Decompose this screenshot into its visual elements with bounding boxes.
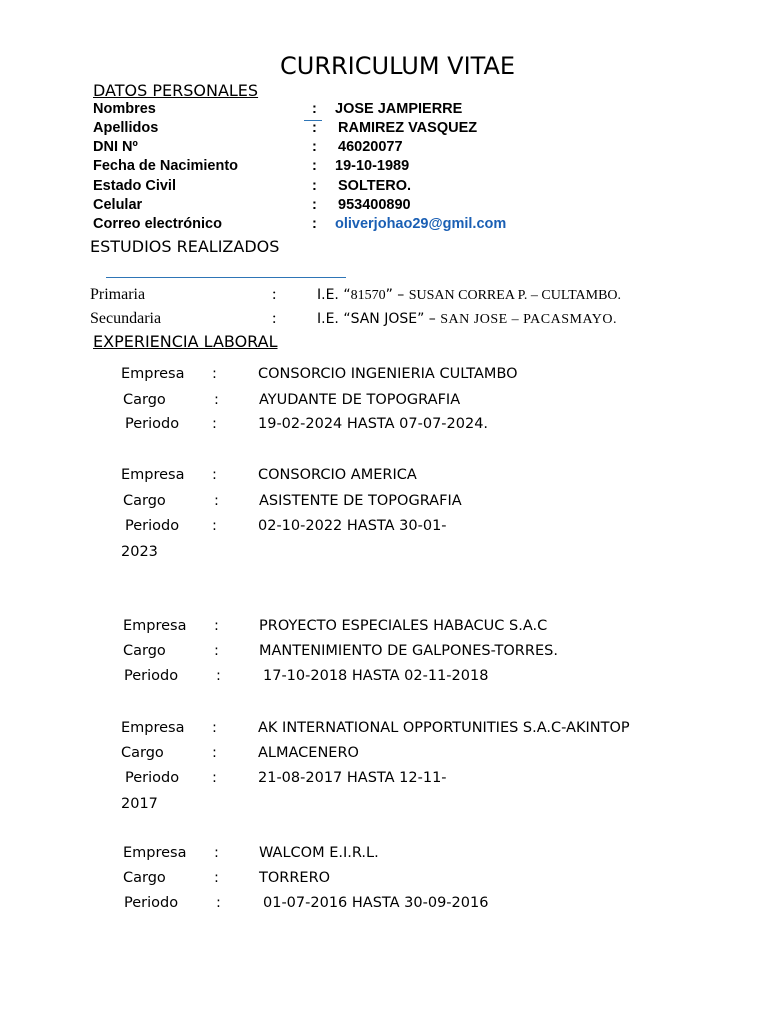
value-primaria xyxy=(317,286,621,304)
label-empresa: Empresa xyxy=(121,720,185,736)
value-empresa: PROYECTO ESPECIALES HABACUC S.A.C xyxy=(259,618,548,634)
label-empresa: Empresa xyxy=(121,366,185,382)
sep: : xyxy=(214,392,219,408)
value-estado-civil: SOLTERO. xyxy=(338,178,412,194)
value-periodo: 02-10-2022 HASTA 30-01- xyxy=(258,518,447,534)
label-dni: DNI Nº xyxy=(93,139,138,155)
label-cargo: Cargo xyxy=(123,643,166,659)
label-apellidos: Apellidos xyxy=(93,120,159,136)
school-name: SAN JOSE – PACASMAYO. xyxy=(440,312,618,327)
email-link[interactable]: oliverjohao29@gmil.com xyxy=(335,216,507,232)
sep: : xyxy=(212,416,217,432)
label-periodo: Periodo xyxy=(125,416,180,432)
label-cargo: Cargo xyxy=(121,745,164,761)
label-empresa: Empresa xyxy=(123,618,187,634)
label-empresa: Empresa xyxy=(121,467,185,483)
sep: : xyxy=(272,310,277,327)
value-periodo-cont: 2023 xyxy=(121,544,158,560)
sep: : xyxy=(312,197,317,213)
sep: : xyxy=(214,870,219,886)
sep: : xyxy=(312,216,317,232)
value-periodo: 01-07-2016 HASTA 30-09-2016 xyxy=(263,895,489,911)
sep: : xyxy=(212,366,217,382)
value-cargo: ALMACENERO xyxy=(258,745,359,761)
label-periodo: Periodo xyxy=(124,895,179,911)
label-celular: Celular xyxy=(93,197,143,213)
label-estado-civil: Estado Civil xyxy=(93,178,176,194)
experiencia-heading: EXPERIENCIA LABORAL xyxy=(93,332,278,351)
label-correo: Correo electrónico xyxy=(93,216,222,232)
sep: : xyxy=(212,745,217,761)
value-periodo-cont: 2017 xyxy=(121,796,158,812)
value-periodo: 21-08-2017 HASTA 12-11- xyxy=(258,770,447,786)
sep: : xyxy=(214,618,219,634)
sep: : xyxy=(212,467,217,483)
value-apellidos: RAMIREZ VASQUEZ xyxy=(338,120,478,136)
sep: : xyxy=(214,845,219,861)
page-title: CURRICULUM VITAE xyxy=(280,52,516,80)
value-empresa: AK INTERNATIONAL OPPORTUNITIES S.A.C-AKINTOP xyxy=(258,720,630,736)
sep: : xyxy=(216,668,221,684)
label-periodo: Periodo xyxy=(125,518,180,534)
value-celular: 953400890 xyxy=(338,197,411,213)
sep: : xyxy=(312,158,317,174)
sep: : xyxy=(272,286,277,303)
label-primaria: Primaria xyxy=(90,286,146,303)
ie-prefix: I.E. “SAN JOSE” – xyxy=(317,311,441,327)
label-cargo: Cargo xyxy=(123,493,166,509)
value-cargo: ASISTENTE DE TOPOGRAFIA xyxy=(259,493,462,509)
value-periodo: 19-02-2024 HASTA 07-07-2024. xyxy=(258,416,489,432)
value-cargo: TORRERO xyxy=(259,870,331,886)
ie-close: ” – xyxy=(385,287,409,303)
value-nombres: JOSE JAMPIERRE xyxy=(335,101,463,117)
sep: : xyxy=(212,720,217,736)
sep: : xyxy=(212,518,217,534)
value-cargo: AYUDANTE DE TOPOGRAFIA xyxy=(259,392,461,408)
label-fecha-nacimiento: Fecha de Nacimiento xyxy=(93,158,239,174)
school-name: SUSAN CORREA P. – CULTAMBO. xyxy=(408,288,622,303)
sep: : xyxy=(216,895,221,911)
sep: : xyxy=(214,643,219,659)
value-fecha-nacimiento: 19-10-1989 xyxy=(335,158,410,174)
label-periodo: Periodo xyxy=(124,668,179,684)
estudios-heading: ESTUDIOS REALIZADOS xyxy=(90,237,280,256)
label-empresa: Empresa xyxy=(123,845,187,861)
ie-prefix: I.E. “ xyxy=(317,287,351,303)
ie-number: 81570 xyxy=(350,288,386,303)
value-empresa: CONSORCIO AMERICA xyxy=(258,467,417,483)
sep: : xyxy=(312,139,317,155)
label-secundaria: Secundaria xyxy=(90,310,162,327)
sep: : xyxy=(212,770,217,786)
value-empresa: WALCOM E.I.R.L. xyxy=(259,845,379,861)
sep: : xyxy=(214,493,219,509)
label-nombres: Nombres xyxy=(93,101,156,117)
sep: : xyxy=(312,178,317,194)
label-cargo: Cargo xyxy=(123,870,166,886)
value-secundaria xyxy=(317,310,617,328)
value-periodo: 17-10-2018 HASTA 02-11-2018 xyxy=(263,668,489,684)
decorative-line xyxy=(106,277,346,278)
value-cargo: MANTENIMIENTO DE GALPONES-TORRES. xyxy=(259,643,558,659)
value-dni: 46020077 xyxy=(338,139,403,155)
value-empresa: CONSORCIO INGENIERIA CULTAMBO xyxy=(258,366,518,382)
sep: : xyxy=(312,120,317,136)
label-periodo: Periodo xyxy=(125,770,180,786)
sep: : xyxy=(312,101,317,117)
label-cargo: Cargo xyxy=(123,392,166,408)
datos-personales-heading: DATOS PERSONALES xyxy=(93,81,259,100)
